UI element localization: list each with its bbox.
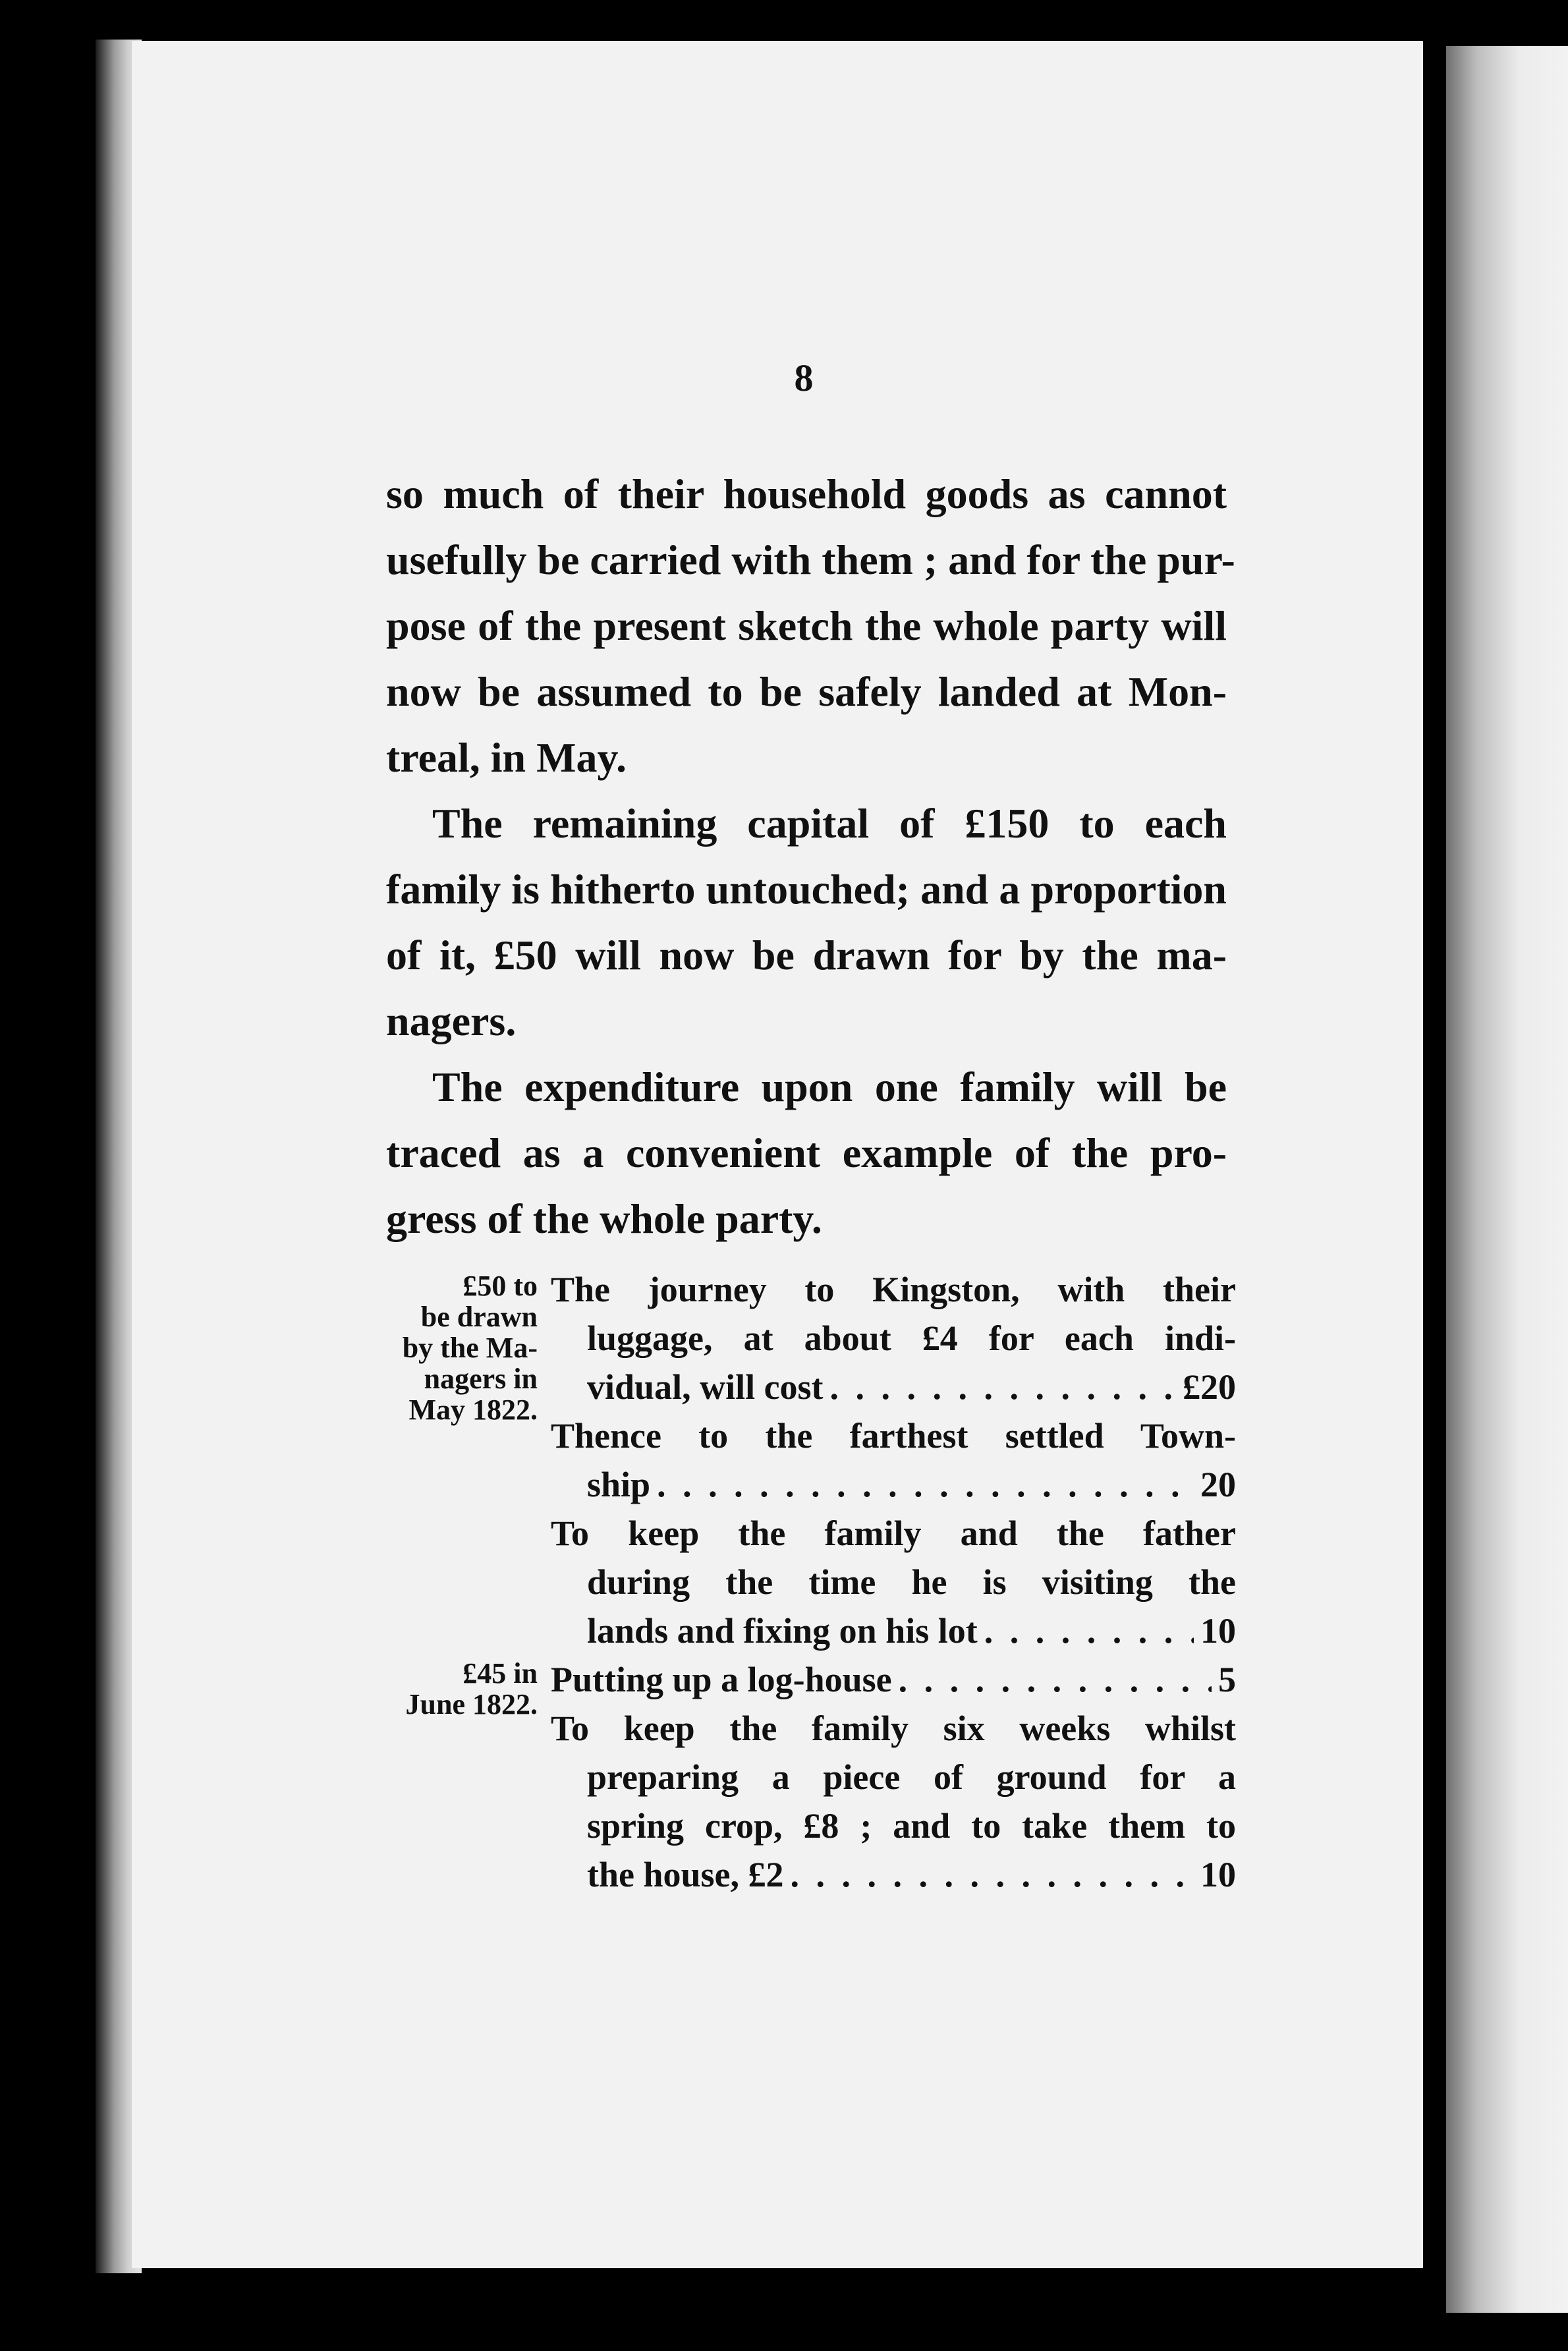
dot-leader: [791, 1850, 1194, 1899]
ledger-entry: [386, 1411, 1236, 1509]
text-line: gress of the whole party.: [386, 1195, 822, 1242]
dot-leader: [657, 1460, 1194, 1509]
ledger-line: luggage, at about £4 for each indi-: [587, 1318, 1236, 1358]
ledger-line: during the time he is visiting the: [587, 1562, 1236, 1602]
expenditure-ledger: [386, 1265, 1236, 1899]
ledger-amount: £20: [1183, 1367, 1236, 1407]
ledger-entry: [386, 1704, 1236, 1899]
margin-note-line: by the Ma-: [402, 1332, 538, 1364]
ledger-item-label: vidual, will cost: [587, 1367, 824, 1407]
text-line: pose of the present sketch the whole party will: [386, 602, 1227, 649]
text-line: treal, in May.: [386, 734, 627, 781]
facing-page-edge: [1446, 46, 1568, 2313]
margin-note-line: be drawn: [420, 1301, 538, 1333]
margin-note-line: June 1822.: [405, 1688, 538, 1720]
ledger-amount: 5: [1218, 1660, 1236, 1699]
text-line: nagers.: [386, 998, 517, 1044]
margin-note-line: £45 in: [462, 1657, 538, 1689]
ledger-amount-line: [551, 1850, 1236, 1899]
ledger-item-label: lands and fixing on his lot: [587, 1611, 978, 1651]
ledger-item-label: Putting up a log-house: [551, 1660, 892, 1699]
ledger-line: The journey to Kingston, with their: [551, 1270, 1236, 1309]
ledger-amount-line: [551, 1655, 1236, 1704]
ledger-amount-line: [551, 1606, 1236, 1655]
text-line: traced as a convenient example of the pro-: [386, 1129, 1227, 1176]
text-line: family is hitherto untouched; and a proportion: [386, 866, 1227, 913]
dot-leader: [984, 1606, 1194, 1655]
ledger-line: preparing a piece of ground for a: [587, 1757, 1236, 1797]
ledger-amount: 10: [1200, 1855, 1236, 1894]
ledger-line: spring crop, £8 ; and to take them to: [587, 1806, 1236, 1846]
ledger-amount-line: [551, 1363, 1236, 1411]
ledger-amount: 10: [1200, 1611, 1236, 1651]
dot-leader: [899, 1655, 1212, 1704]
ledger-line: To keep the family six weeks whilst: [551, 1709, 1236, 1748]
ledger-line: Thence to the farthest settled Town-: [551, 1416, 1236, 1456]
ledger-amount: 20: [1200, 1465, 1236, 1504]
text-line: now be assumed to be safely landed at Mon-: [386, 668, 1227, 715]
dot-leader: [830, 1363, 1176, 1411]
text-line: usefully be carried with them ; and for the pur-: [386, 536, 1235, 583]
page-number: 8: [794, 356, 814, 399]
ledger-item-label: the house, £2: [587, 1855, 784, 1894]
ledger-amount-line: [551, 1460, 1236, 1509]
margin-note-line: nagers in: [424, 1363, 538, 1395]
text-line: The remaining capital of £150 to each: [432, 800, 1227, 847]
text-line: The expenditure upon one family will be: [432, 1063, 1227, 1110]
ledger-entry: [386, 1655, 1236, 1720]
margin-note: [386, 1270, 538, 1425]
ledger-line: To keep the family and the father: [551, 1514, 1236, 1553]
ledger-item-label: ship: [587, 1465, 651, 1504]
margin-note-line: May 1822.: [408, 1394, 538, 1426]
ledger-entry: [386, 1265, 1236, 1426]
text-line: of it, £50 will now be drawn for by the ma-: [386, 932, 1227, 978]
margin-note-line: £50 to: [462, 1270, 538, 1302]
body-text: [386, 461, 1235, 1252]
text-line: so much of their household goods as cannot: [386, 470, 1227, 517]
ledger-entry: [386, 1509, 1236, 1655]
